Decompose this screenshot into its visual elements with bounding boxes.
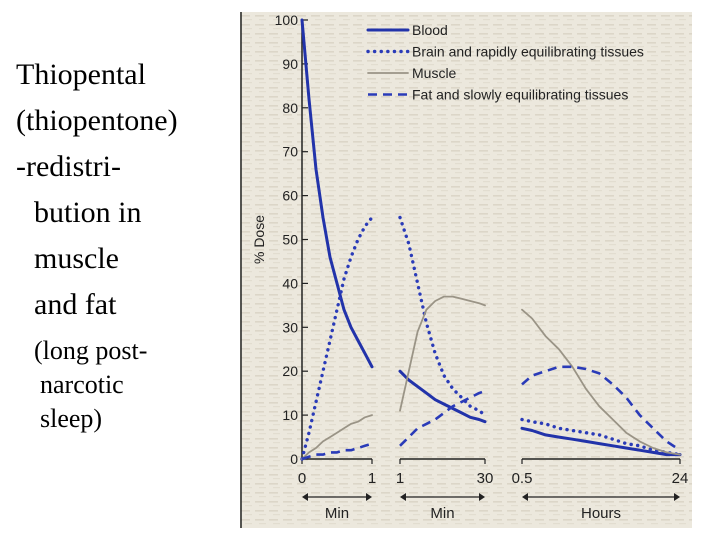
x-tick-label: 1 — [367, 470, 377, 487]
title-line: bution in — [34, 196, 142, 229]
y-tick-label: 50 — [282, 231, 298, 248]
x-unit-label: Min — [430, 505, 455, 522]
y-tick-label: 0 — [290, 451, 298, 467]
y-axis-label: % Dose — [251, 214, 267, 265]
figure-panel — [240, 12, 692, 528]
title-line: muscle — [34, 242, 119, 275]
note-line: narcotic — [40, 370, 124, 399]
legend-label: Brain and rapidly equilibrating tissues — [412, 43, 644, 60]
y-tick-label: 20 — [282, 363, 298, 380]
x-tick-label: 1 — [395, 470, 405, 487]
redistribution-chart — [240, 12, 692, 528]
y-tick-label: 70 — [282, 143, 298, 160]
x-tick-label: 0.5 — [511, 470, 533, 487]
legend-label: Fat and slowly equilibrating tissues — [412, 86, 629, 103]
title-line: (thiopentone) — [16, 104, 178, 137]
y-tick-label: 60 — [282, 187, 298, 204]
legend-label: Muscle — [412, 65, 457, 81]
note-line: (long post- — [34, 336, 148, 365]
y-tick-label: 100 — [274, 12, 298, 28]
y-tick-label: 30 — [282, 319, 298, 336]
y-tick-label: 90 — [282, 55, 298, 72]
title-line: Thiopental — [16, 58, 146, 91]
x-tick-label: 30 — [476, 470, 494, 487]
y-tick-label: 40 — [282, 275, 298, 292]
title-line: -redistri- — [16, 150, 121, 183]
y-tick-label: 80 — [282, 99, 298, 116]
note-line: sleep) — [40, 404, 103, 433]
x-unit-label: Min — [324, 505, 350, 522]
x-tick-label: 0 — [297, 470, 307, 487]
title-line: and fat — [34, 288, 117, 321]
x-tick-label: 24 — [671, 470, 689, 487]
slide-text-block — [16, 52, 178, 436]
y-tick-label: 10 — [282, 407, 298, 424]
x-unit-label: Hours — [580, 505, 622, 522]
legend-label: Blood — [412, 22, 448, 38]
